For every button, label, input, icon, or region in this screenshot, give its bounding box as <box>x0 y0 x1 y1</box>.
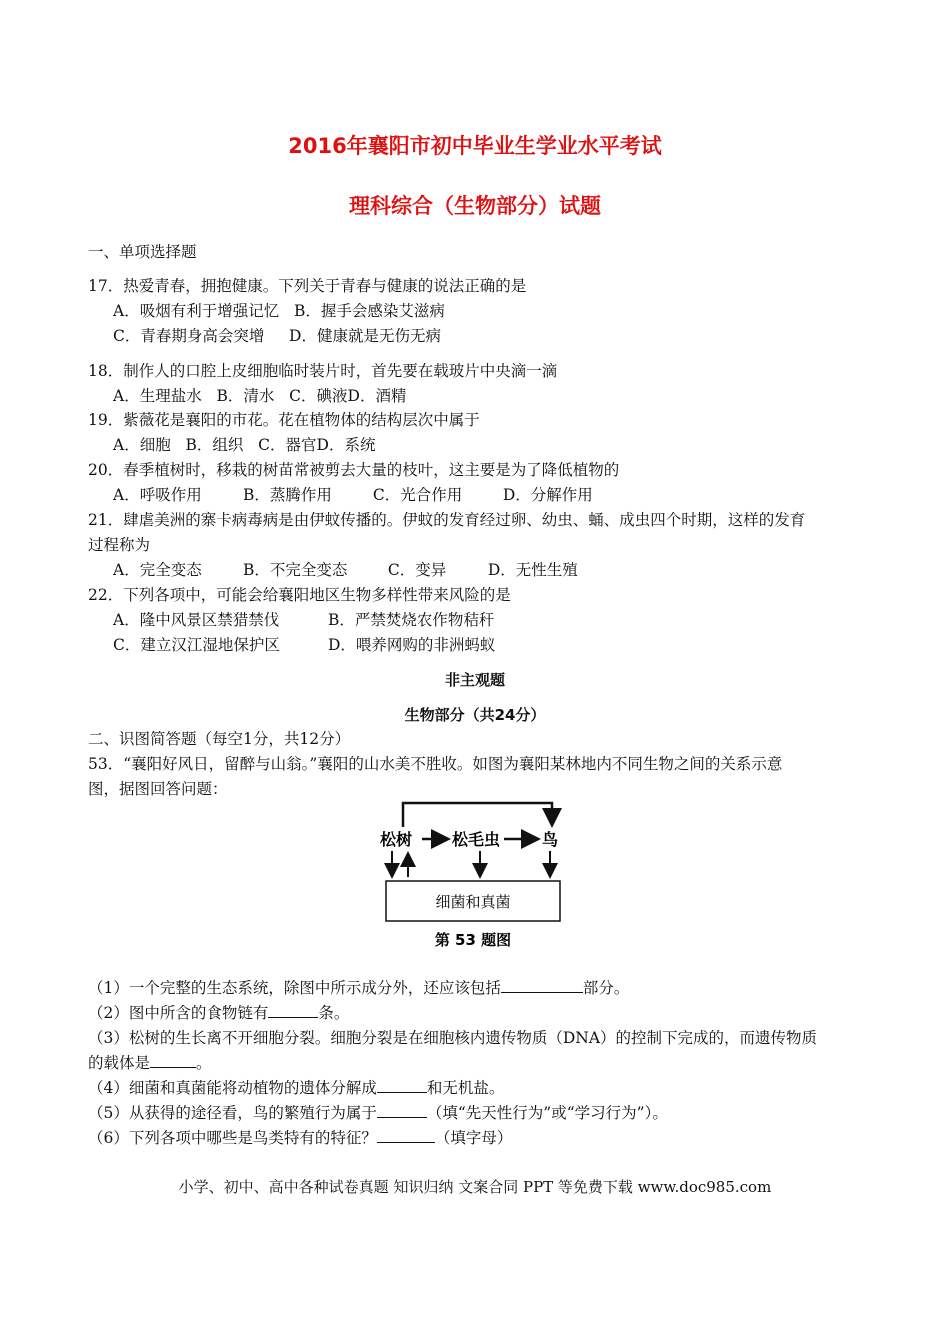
node-bird: 鸟 <box>542 830 559 849</box>
options-row <box>113 485 593 505</box>
subquestion-4 <box>88 1078 504 1098</box>
section-heading: 二、识图简答题（每空1分，共12分） <box>88 730 351 748</box>
option: A．呼吸作用 <box>113 486 202 504</box>
answer-blank[interactable] <box>150 1053 196 1068</box>
answer-blank[interactable] <box>377 1103 427 1118</box>
subquestion-text: （填字母） <box>434 1129 513 1147</box>
food-web-diagram <box>370 795 580 955</box>
subquestion-text: （4）细菌和真菌能将动植物的遗体分解成 <box>88 1079 377 1097</box>
option: D．无性生殖 <box>487 561 578 579</box>
subquestion-1 <box>88 978 629 998</box>
options-row <box>113 610 494 630</box>
subquestion-3: （3）松树的生长离不开细胞分裂。细胞分裂是在细胞核内遗传物质（DNA）的控制下完成的，而遗传物质 <box>88 1029 818 1047</box>
subquestion-text: 条。 <box>318 1004 350 1022</box>
option: D．分解作用 <box>502 486 593 504</box>
subquestion-text: （5）从获得的途径看，鸟的繁殖行为属于 <box>88 1104 377 1122</box>
question-stem-continued: 过程称为 <box>88 536 151 554</box>
subquestion-text: （1）一个完整的生态系统，除图中所示成分外，还应该包括 <box>88 979 501 997</box>
question-stem: 20．春季植树时，移栽的树苗常被剪去大量的枝叶，这主要是为了降低植物的 <box>88 461 620 479</box>
option: D．酒精 <box>347 387 407 405</box>
question-stem: 18．制作人的口腔上皮细胞临时装片时，首先要在载玻片中央滴一滴 <box>88 362 558 380</box>
answer-blank[interactable] <box>268 1003 318 1018</box>
subquestion-text: （6）下列各项中哪些是鸟类特有的特征？ <box>88 1129 377 1147</box>
option: A．细胞 <box>113 436 171 454</box>
option: A．隆中风景区禁猎禁伐 <box>113 611 280 629</box>
subquestion-2 <box>88 1003 349 1023</box>
node-caterpillar: 松毛虫 <box>452 830 501 849</box>
option: C．建立汉江湿地保护区 <box>113 636 280 654</box>
options-row <box>113 326 441 346</box>
node-decomposers: 细菌和真菌 <box>435 893 511 911</box>
exam-title: 2016年襄阳市初中毕业生学业水平考试 <box>288 134 662 158</box>
option: B．严禁焚烧农作物秸秆 <box>327 611 495 629</box>
options-row <box>113 560 578 580</box>
options-row <box>113 301 445 321</box>
option: D．系统 <box>316 436 376 454</box>
option: C．器官 <box>258 436 317 454</box>
option: B．组织 <box>185 436 244 454</box>
subquestion-text: （填“先天性行为”或“学习行为”）。 <box>426 1104 668 1122</box>
question-stem: 21．肆虐美洲的寨卡病毒病是由伊蚊传播的。伊蚊的发育经过卵、幼虫、蛹、成虫四个时期，这样的发育 <box>88 511 806 529</box>
arrow-pine-to-bird <box>403 803 552 827</box>
option: A．完全变态 <box>113 561 202 579</box>
exam-subtitle: 理科综合（生物部分）试题 <box>349 194 601 218</box>
question-stem: 19．紫薇花是襄阳的市花。花在植物体的结构层次中属于 <box>88 411 480 429</box>
option: D．喂养网购的非洲蚂蚁 <box>327 636 496 654</box>
option: C．碘液 <box>289 387 348 405</box>
answer-blank[interactable] <box>377 1078 427 1093</box>
diagram-caption: 第 53 题图 <box>434 931 512 949</box>
option: A．吸烟有利于增强记忆 <box>113 302 280 320</box>
subquestion-text: （2）图中所含的食物链有 <box>88 1004 269 1022</box>
node-pine: 松树 <box>380 830 413 849</box>
option: B．握手会感染艾滋病 <box>293 302 445 320</box>
options-row <box>113 635 495 655</box>
page-footer: 小学、初中、高中各种试卷真题 知识归纳 文案合同 PPT 等免费下载 www.doc985.com <box>178 1178 772 1196</box>
section-heading: 一、单项选择题 <box>88 243 197 261</box>
option: D．健康就是无伤无病 <box>289 327 441 345</box>
option: C．变异 <box>387 561 447 579</box>
subquestion-text: 。 <box>196 1054 212 1072</box>
option: A．生理盐水 <box>113 387 202 405</box>
option: B．不完全变态 <box>242 561 348 579</box>
subquestion-text: 部分。 <box>582 979 630 997</box>
subquestion-6 <box>88 1128 512 1148</box>
options-row <box>113 435 375 455</box>
part-subheading: 生物部分（共24分） <box>404 706 546 724</box>
option: B．清水 <box>216 387 275 405</box>
part-heading: 非主观题 <box>444 671 505 689</box>
question-stem: 17．热爱青春，拥抱健康。下列关于青春与健康的说法正确的是 <box>88 277 527 295</box>
question-stem: 53．“襄阳好风日，留醉与山翁。”襄阳的山水美不胜收。如图为襄阳某林地内不同生物之间的关系示意 <box>88 755 783 773</box>
options-row <box>113 386 406 406</box>
option: B．蒸腾作用 <box>242 486 332 504</box>
subquestion-5 <box>88 1103 668 1123</box>
answer-blank[interactable] <box>377 1128 435 1143</box>
question-stem: 22．下列各项中，可能会给襄阳地区生物多样性带来风险的是 <box>88 586 511 604</box>
subquestion-text: 和无机盐。 <box>426 1079 505 1097</box>
option: C．青春期身高会突增 <box>113 327 265 345</box>
subquestion-3-continued <box>88 1053 212 1073</box>
option: C．光合作用 <box>372 486 463 504</box>
answer-blank[interactable] <box>501 978 583 993</box>
question-stem-continued: 图，据图回答问题： <box>88 780 228 798</box>
subquestion-text: 的载体是 <box>88 1054 151 1072</box>
